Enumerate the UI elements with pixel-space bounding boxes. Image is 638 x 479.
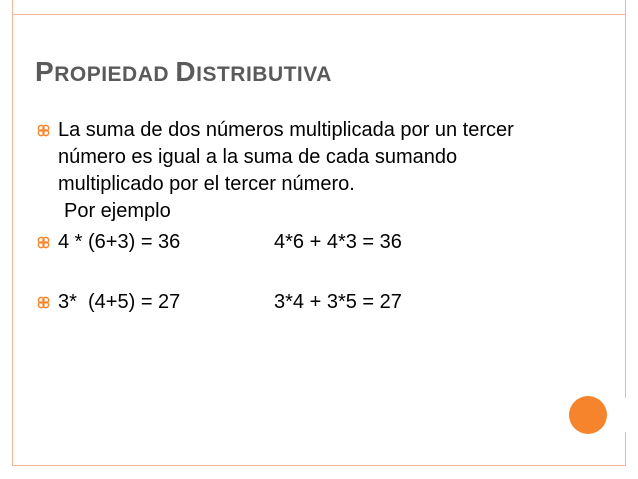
title-initial-1: P (35, 56, 55, 87)
frame-right-line (625, 14, 626, 398)
quatrefoil-bullet-icon (37, 296, 50, 309)
quatrefoil-bullet-icon (37, 124, 50, 137)
frame-top-line (12, 14, 626, 15)
example-1-right: 4*6 + 4*3 = 36 (274, 231, 402, 253)
frame-right-line-lower (625, 432, 626, 466)
quatrefoil-bullet-icon (37, 236, 50, 249)
example-1-left: 4 * (6+3) = 36 (58, 231, 181, 253)
frame-bottom-line (12, 465, 626, 466)
example-2-left: 3* (4+5) = 27 (58, 291, 181, 313)
slide-title (35, 56, 332, 88)
example-label: Por ejemplo (64, 200, 171, 222)
paragraph-line-1: La suma de dos números multiplicada por un tercer (58, 119, 514, 141)
accent-circle (569, 396, 607, 434)
example-2-right: 3*4 + 3*5 = 27 (274, 291, 402, 313)
title-rest-1: ROPIEDAD (54, 63, 176, 86)
title-initial-2: D (175, 56, 197, 87)
frame-top-right-stub (625, 0, 626, 14)
frame-top-left-stub (12, 0, 13, 14)
title-rest-2: ISTRIBUTIVA (196, 63, 332, 86)
frame-left-line (12, 14, 13, 466)
paragraph-line-3: multiplicado por el tercer número. (58, 173, 355, 195)
paragraph-line-2: número es igual a la suma de cada sumando (58, 146, 458, 168)
